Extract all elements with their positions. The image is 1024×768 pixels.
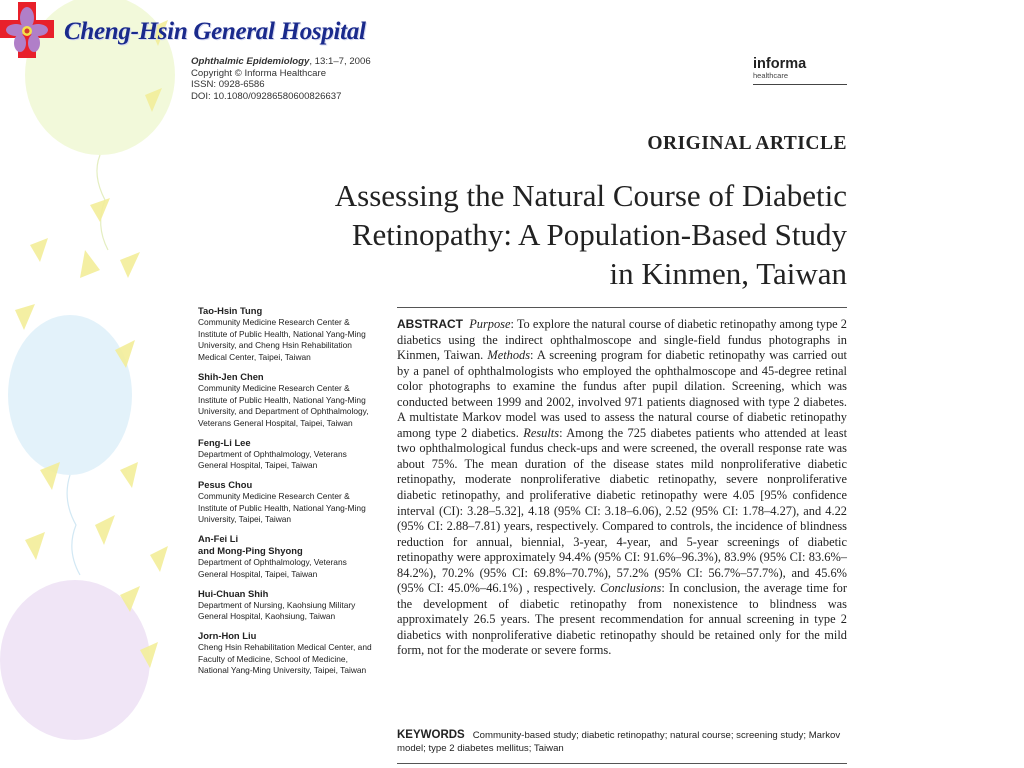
author-name: Shih-Jen Chen: [198, 370, 264, 382]
journal-citation: [191, 56, 371, 68]
results-label: Results: [523, 425, 560, 440]
title-line-2: Retinopathy: A Population-Based Study: [351, 217, 847, 252]
keywords-text: Community-based study; diabetic retinopathy; natural course; screening study; Markov model; type 2 diabetes mellitus; Taiwan: [397, 730, 841, 754]
bottom-divider: [397, 763, 847, 764]
blue-balloon: [8, 315, 132, 575]
keywords: [397, 729, 847, 755]
publisher-sub: healthcare: [753, 71, 789, 80]
title-line-3: in Kinmen, Taiwan: [609, 256, 847, 291]
conclusions-label: Conclusions: [600, 581, 662, 596]
author-name-second: and Mong-Ping Shyong: [198, 545, 303, 557]
title-line-1: Assessing the Natural Course of Diabetic: [334, 178, 847, 213]
purpose-label: Purpose: [469, 317, 511, 331]
author-affiliation: Cheng Hsin Rehabilitation Medical Center, and Faculty of Medicine, School of Medicine, National Yang-Ming University, Taipei, Taiwan: [198, 641, 372, 676]
journal-issn: ISSN: 0928-6586: [191, 79, 265, 90]
hospital-logo-icon: [0, 0, 58, 60]
author-affiliation: Department of Ophthalmology, Veterans General Hospital, Taipei, Taiwan: [198, 557, 347, 579]
hospital-name: Cheng-Hsin General Hospital: [64, 18, 366, 45]
conclusions-text: : In conclusion, the average time for the development of diabetic retinopathy from nonexistence to blindness was approximately 26.5 years. The present recommendation for annual screening in type 2 diabetics with nonproliferative diabetic retinopathy should be retained only for the mild form, not for the moderate or severe forms.: [397, 581, 847, 658]
author-affiliation: Department of Ophthalmology, Veterans General Hospital, Taipei, Taiwan: [198, 448, 347, 471]
author-name: Feng-Li Lee: [198, 436, 251, 448]
publisher-logo: [753, 56, 847, 85]
author-name: Pesus Chou: [198, 479, 253, 491]
author-entry: [198, 588, 378, 623]
author-entry: [198, 305, 378, 364]
methods-label: Methods: [487, 348, 531, 363]
article-type: ORIGINAL ARTICLE: [647, 133, 847, 154]
author-affiliation: Community Medicine Research Center & Institute of Public Health, National Yang-Ming University, and Cheng Hsin Rehabilitation Medical Center, Taipei, Taiwan: [198, 317, 366, 363]
journal-name: Ophthalmic Epidemiology: [191, 56, 310, 67]
author-name: Tao-Hsin Tung: [198, 305, 263, 316]
publisher-name: informa: [753, 56, 807, 72]
author-entry: [198, 533, 378, 580]
abstract: [397, 317, 847, 659]
results-text: : Among the 725 diabetes patients who attended at least two ophthalmological fundus check-ups and were screened, the overall response rate was about 75%. The mean duration of the disease states mild nonproliferative diabetic retinopathy, moderate nonproliferative diabetic retinopathy, severe nonproliferative diabetic retinopathy, and proliferative diabetic retinopathy were 4.05 [95% confidence interval (CI): 3.28–5.32], 4.18 (95% CI: 3.18–6.06), 2.52 (95% CI: 1.78–4.27), and 4.22 (95% CI: 2.88–7.81) years, respectively. Compared to controls, the incidence of blindness reduction for annual, biennial, 3-year, 4-year, and 5-year screenings of diabetic retinopathy were approximately 94.4% (95% CI: 91.6%–96.3%), 83.9% (95% CI: 83.6%–84.2%), 70.2% (95% CI: 69.8%–70.7%), 57.2% (95% CI: 56.7%–57.7%), and 45.6% (95% CI: 45.0%–46.1%) , respectively.: [397, 425, 848, 596]
author-entry: [198, 630, 378, 677]
keywords-heading: KEYWORDS: [397, 729, 465, 741]
author-affiliation: Community Medicine Research Center & Institute of Public Health, National Yang-Ming University, Taipei, Taiwan: [198, 491, 366, 525]
purpose-text: : To explore the natural course of diabetic retinopathy among type 2 diabetics using the indirect ophthalmoscope and single-field fundus photographs in Kinmen, Taiwan.: [397, 317, 847, 363]
author-entry: [198, 371, 378, 430]
journal-doi: DOI: 10.1080/09286580600826637: [191, 90, 342, 102]
author-name: Hui-Chuan Shih: [198, 587, 269, 599]
author-entry: [198, 479, 378, 526]
methods-text: : A screening program for diabetic retinopathy was carried out by a panel of ophthalmologists who employed the ophthalmoscope and 45-degree retinal color photographs to examine the fundus after pupil dilation. Screening, which was conducted between 1999 and 2002, involved 971 patients diagnosed with type 2 diabetes. A multistate Markov model was used to assess the natural course of diabetic retinopathy among type 2 diabetics.: [397, 348, 847, 440]
journal-copyright: Copyright © Informa Healthcare: [191, 67, 327, 79]
author-name: An-Fei Li: [198, 533, 239, 545]
author-affiliation: Community Medicine Research Center & Institute of Public Health, National Yang-Ming University, and Department of Ophthalmology, Veterans General Hospital, Taipei, Taiwan: [198, 382, 369, 428]
author-list: [198, 305, 378, 684]
author-name: Jorn-Hon Liu: [198, 629, 257, 641]
journal-volume-pages: , 13:1–7, 2006: [309, 56, 371, 67]
article-title: [207, 176, 847, 293]
author-entry: [198, 437, 378, 472]
publisher-rule: [753, 84, 847, 85]
abstract-heading: ABSTRACT: [397, 317, 463, 331]
journal-info: [191, 56, 371, 102]
title-divider: [397, 307, 847, 308]
author-affiliation: Department of Nursing, Kaohsiung Military General Hospital, Kaohsiung, Taiwan: [198, 599, 356, 622]
